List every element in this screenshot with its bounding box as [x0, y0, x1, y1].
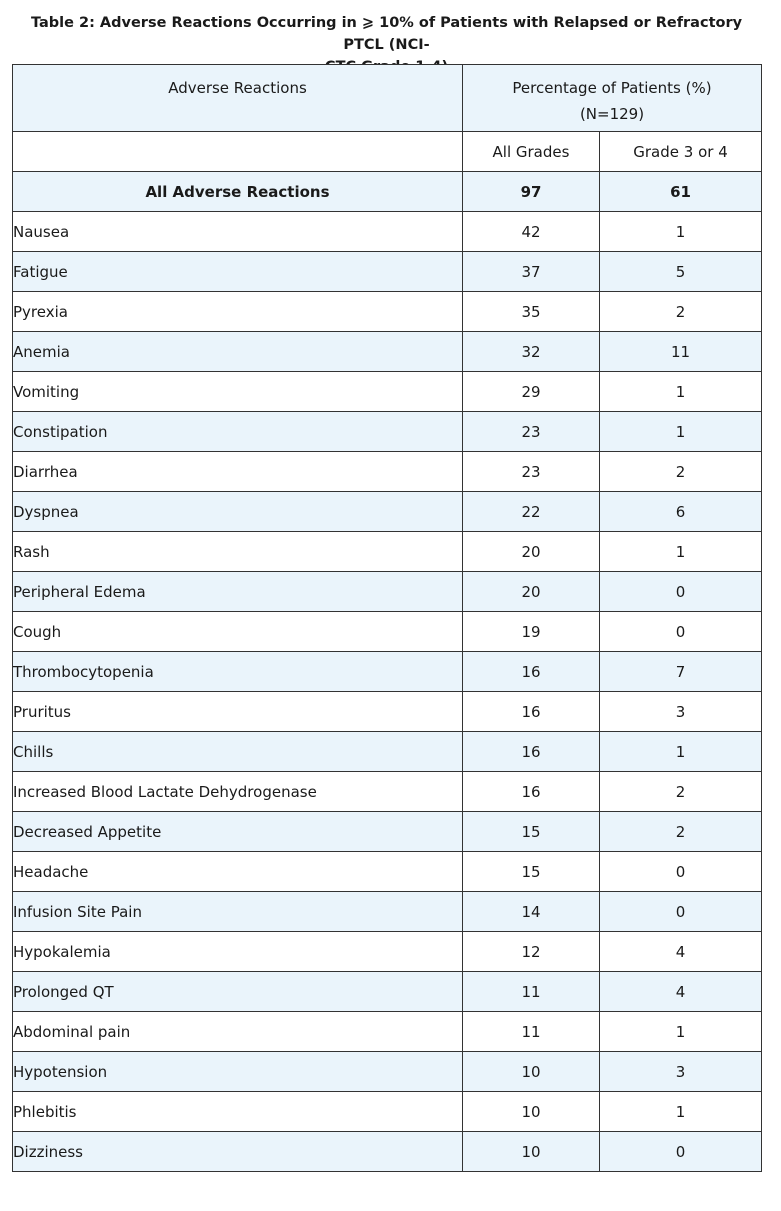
grade-3-4-cell: 3 — [600, 692, 762, 732]
grade-3-4-cell: 1 — [600, 732, 762, 772]
table-row — [13, 852, 762, 892]
grade-3-4-cell: 2 — [600, 772, 762, 812]
all-grades-cell: 23 — [463, 452, 600, 492]
table-row — [13, 652, 762, 692]
total-label: All Adverse Reactions — [13, 172, 463, 212]
total-all-grades: 97 — [463, 172, 600, 212]
subheader-grade-3-4: Grade 3 or 4 — [600, 132, 762, 172]
reaction-name-cell: Peripheral Edema — [13, 572, 463, 612]
reaction-name-cell: Abdominal pain — [13, 1012, 463, 1052]
all-grades-cell: 14 — [463, 892, 600, 932]
all-grades-cell: 20 — [463, 572, 600, 612]
grade-3-4-cell: 2 — [600, 452, 762, 492]
subheader-blank-cell — [13, 132, 463, 172]
table-row — [13, 1052, 762, 1092]
all-grades-cell: 11 — [463, 972, 600, 1012]
grade-3-4-cell: 1 — [600, 412, 762, 452]
reaction-name-cell: Prolonged QT — [13, 972, 463, 1012]
reaction-name-cell: Dyspnea — [13, 492, 463, 532]
reaction-name-cell: Decreased Appetite — [13, 812, 463, 852]
all-grades-cell: 10 — [463, 1092, 600, 1132]
grade-3-4-cell: 4 — [600, 972, 762, 1012]
all-grades-cell: 15 — [463, 812, 600, 852]
table-row — [13, 812, 762, 852]
table-row — [13, 572, 762, 612]
header-n-count: (N=129) — [579, 105, 645, 123]
all-grades-cell: 16 — [463, 652, 600, 692]
table-row — [13, 212, 762, 252]
reaction-name-cell: Increased Blood Lactate Dehydrogenase — [13, 772, 463, 812]
table-row — [13, 972, 762, 1012]
reaction-name-cell: Chills — [13, 732, 463, 772]
grade-3-4-cell: 5 — [600, 252, 762, 292]
all-grades-cell: 35 — [463, 292, 600, 332]
grade-3-4-cell: 1 — [600, 532, 762, 572]
table-row — [13, 1092, 762, 1132]
reaction-name-cell: Dizziness — [13, 1132, 463, 1172]
total-grade-3-4: 61 — [600, 172, 762, 212]
all-grades-cell: 19 — [463, 612, 600, 652]
subheader-all-grades: All Grades — [463, 132, 600, 172]
header-adverse-reactions: Adverse Reactions — [13, 65, 463, 132]
all-grades-cell: 16 — [463, 732, 600, 772]
table-row — [13, 692, 762, 732]
header-percentage-group — [463, 65, 762, 132]
grade-3-4-cell: 6 — [600, 492, 762, 532]
reaction-name-cell: Nausea — [13, 212, 463, 252]
table-row — [13, 732, 762, 772]
reaction-name-cell: Infusion Site Pain — [13, 892, 463, 932]
reaction-name-cell: Rash — [13, 532, 463, 572]
all-grades-cell: 10 — [463, 1052, 600, 1092]
grade-3-4-cell: 0 — [600, 852, 762, 892]
grade-3-4-cell: 1 — [600, 1092, 762, 1132]
all-grades-cell: 15 — [463, 852, 600, 892]
grade-3-4-cell: 4 — [600, 932, 762, 972]
header-row — [13, 65, 762, 132]
caption-line-1: Table 2: Adverse Reactions Occurring in ⩾ 10% of Patients with Relapsed or Refractory PTCL (NCI- — [30, 15, 743, 53]
table-row — [13, 612, 762, 652]
all-grades-cell: 10 — [463, 1132, 600, 1172]
all-grades-cell: 20 — [463, 532, 600, 572]
all-grades-cell: 23 — [463, 412, 600, 452]
reaction-name-cell: Diarrhea — [13, 452, 463, 492]
grade-3-4-cell: 2 — [600, 292, 762, 332]
reaction-name-cell: Thrombocytopenia — [13, 652, 463, 692]
all-grades-cell: 37 — [463, 252, 600, 292]
all-grades-cell: 22 — [463, 492, 600, 532]
reaction-name-cell: Fatigue — [13, 252, 463, 292]
all-grades-cell: 29 — [463, 372, 600, 412]
all-grades-cell: 16 — [463, 772, 600, 812]
all-grades-cell: 16 — [463, 692, 600, 732]
grade-3-4-cell: 0 — [600, 572, 762, 612]
table-row — [13, 532, 762, 572]
reaction-name-cell: Vomiting — [13, 372, 463, 412]
table-row — [13, 452, 762, 492]
reaction-name-cell: Constipation — [13, 412, 463, 452]
reaction-name-cell: Hypotension — [13, 1052, 463, 1092]
all-grades-cell: 11 — [463, 1012, 600, 1052]
reaction-name-cell: Hypokalemia — [13, 932, 463, 972]
grade-3-4-cell: 1 — [600, 1012, 762, 1052]
table-row — [13, 252, 762, 292]
grade-3-4-cell: 1 — [600, 372, 762, 412]
reaction-name-cell: Anemia — [13, 332, 463, 372]
table-row — [13, 892, 762, 932]
table-row — [13, 372, 762, 412]
all-grades-cell: 42 — [463, 212, 600, 252]
header-percentage-label: Percentage of Patients (%) — [512, 79, 712, 97]
adverse-reactions-table — [12, 64, 762, 1172]
total-row — [13, 172, 762, 212]
grade-3-4-cell: 0 — [600, 612, 762, 652]
all-grades-cell: 12 — [463, 932, 600, 972]
grade-3-4-cell: 2 — [600, 812, 762, 852]
grade-3-4-cell: 11 — [600, 332, 762, 372]
grade-3-4-cell: 7 — [600, 652, 762, 692]
reaction-name-cell: Cough — [13, 612, 463, 652]
grade-3-4-cell: 1 — [600, 212, 762, 252]
grade-3-4-cell: 3 — [600, 1052, 762, 1092]
table-row — [13, 332, 762, 372]
reaction-name-cell: Pyrexia — [13, 292, 463, 332]
table-row — [13, 932, 762, 972]
table-row — [13, 292, 762, 332]
table-row — [13, 492, 762, 532]
table-row — [13, 412, 762, 452]
grade-3-4-cell: 0 — [600, 1132, 762, 1172]
table-row — [13, 1012, 762, 1052]
table-row — [13, 1132, 762, 1172]
grade-3-4-cell: 0 — [600, 892, 762, 932]
table-row — [13, 772, 762, 812]
all-grades-cell: 32 — [463, 332, 600, 372]
reaction-name-cell: Phlebitis — [13, 1092, 463, 1132]
reaction-name-cell: Pruritus — [13, 692, 463, 732]
subheader-row — [13, 132, 762, 172]
reaction-name-cell: Headache — [13, 852, 463, 892]
